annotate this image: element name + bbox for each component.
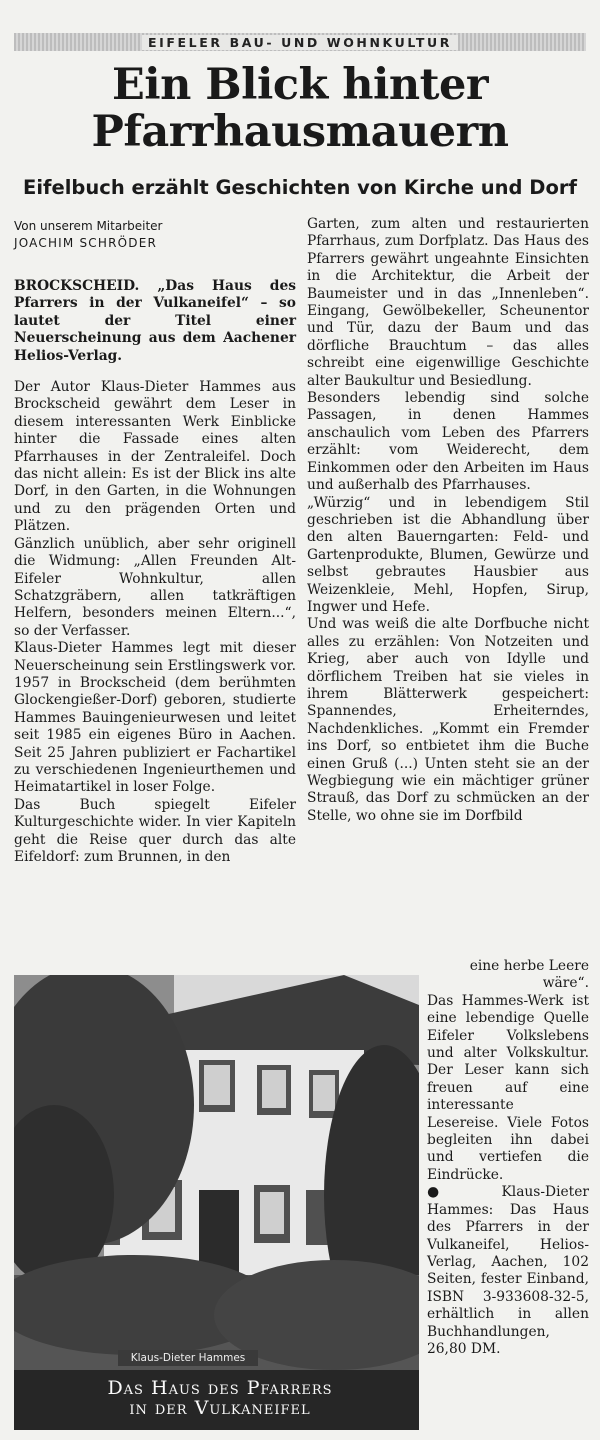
cover-title [20,1378,420,1418]
byline-author: JOACHIM SCHRÖDER [14,236,158,250]
lead-paragraph: BROCKSCHEID. „Das Haus des Pfarrers in der Vulkaneifel“ – so lautet der Titel einer Neuerscheinung aus dem Aachener Helios-Verlag. [14,278,296,364]
paragraph: Besonders lebendig sind solche Passagen, in denen Hammes anschaulich vom Leben des Pfarrers erzählt: vom Weiderecht, dem Einkommen oder den Arbeiten im Haus und außerhalb des Pfarrhauses. [307,390,589,494]
headline-line-2: Pfarrhausmauern [91,107,509,157]
article-column-left [14,278,296,866]
paragraph: Gänzlich unüblich, aber sehr originell die Widmung: „Allen Freunden Alt-Eifeler Wohnkultur, allen Schatzgräbern, allen tatkräftigen Helfern, besonders meinen Eltern...“, so der Verfasser. [14,535,296,639]
paragraph: Der Autor Klaus-Dieter Hammes aus Brockscheid gewährt dem Leser in diesem interessanten Werk Einblicke hinter die Fassade eines alten Pfarrhauses in der Zentraleifel. Doch das nicht allein: Es ist der Blick ins alte Dorf, in den Garten, in die Wohnungen und zu den prägenden Orten und Plätzen. [14,379,296,535]
paragraph: „Würzig“ und in lebendigem Stil geschrieben ist die Abhandlung über den alten Bauerngarten: Feld- und Gartenprodukte, Blumen, Gewürze und selbst gebrautes Hausbier aus Weizenkleie, Mehl, Hopfen, Sirup, Ingwer und Hefe. [307,494,589,615]
headline-line-1: Ein Blick hinter [111,60,489,110]
paragraph: Und was weiß die alte Dorfbuche nicht alles zu erzählen: Von Notzeiten und Krieg, aber auch von Idylle und dörflichem Treiben hat sie vieles in ihrem Blätterwerk gespeichert: Spannendes, Erheiterndes, Nachdenkliches. „Kommt ein Fremder ins Dorf, so entbietet ihm die Buche einen Gruß (...) Unten steht sie an der Wegbiegung wie ein mächtiger grüner Strauß, das Dorf zu schmücken an der Stelle, wo ohne sie im Dorfbild [307,616,589,824]
cover-title-line-1: Das Haus des Pfarrers [107,1377,333,1399]
article-column-narrow [427,958,589,1358]
kicker-text: EIFELER BAU- UND WOHNKULTUR [142,35,458,50]
cover-title-line-2: in der Vulkaneifel [129,1397,311,1419]
book-info: ● Klaus-Dieter Hammes: Das Haus des Pfarrers in der Vulkaneifel, Helios-Verlag, Aachen, 102 Seiten, fester Einband, ISBN 3-933608-32-5, erhältlich in allen Buchhandlungen, 26,80 DM. [427,1184,589,1357]
paragraph: Das Hammes-Werk ist eine lebendige Quelle Eifeler Volkslebens und alter Volkskultur. Der Leser kann sich freuen auf eine interessante Lesereise. Viele Fotos begleiten ihn dabei und vertiefen die Eindrücke. [427,992,589,1183]
cover-author-label: Klaus-Dieter Hammes [118,1350,258,1366]
subheadline: Eifelbuch erzählt Geschichten von Kirche und Dorf [23,176,577,199]
paragraph: eine herbe Leere wäre“. [469,958,589,992]
paragraph: Klaus-Dieter Hammes legt mit dieser Neuerscheinung sein Erstlingswerk vor. 1957 in Brockscheid (dem berühmten Glockengießer-Dorf) geboren, studierte Hammes Bauingenieurwesen und leitet seit 1985 ein eigenes Büro in Aachen. Seit 25 Jahren publiziert er Fachartikel zu verschiedenen Ingenieurthemen und Heimatartikel in loser Folge. [14,640,296,796]
byline [14,218,294,252]
headline [0,62,600,156]
kicker-banner [14,33,586,51]
byline-intro: Von unserem Mitarbeiter [14,219,163,233]
paragraph: Garten, zum alten und restaurierten Pfarrhaus, zum Dorfplatz. Das Haus des Pfarrers gewährt ungeahnte Einsichten in die Architektur, die Arbeit der Baumeister und in das „Innenleben“. Eingang, Gewölbekeller, Scheunentor und Tür, dazu der Baum und das dörfliche Brauchtum – das alles schreibt eine eigenwillige Geschichte alter Baukultur und Besiedlung. [307,216,589,389]
article-column-right [307,216,589,825]
paragraph: Das Buch spiegelt Eifeler Kulturgeschichte wider. In vier Kapiteln geht die Reise quer durch das alte Eifeldorf: zum Brunnen, in den [14,796,296,865]
